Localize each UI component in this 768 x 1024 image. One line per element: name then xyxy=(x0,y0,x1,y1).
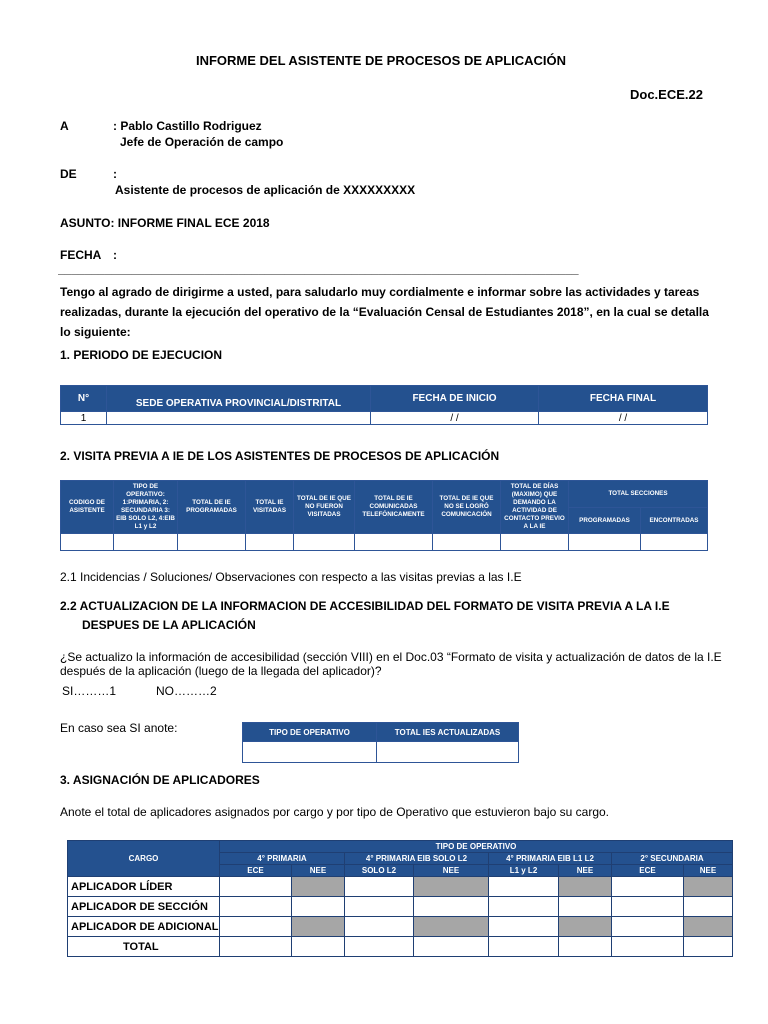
sub-nee: NEE xyxy=(292,865,345,877)
input-cell[interactable] xyxy=(243,742,377,763)
sub-solo-l2: SOLO L2 xyxy=(345,865,414,877)
col-ie-no-contact: TOTAL DE IE QUE NO SE LOGRÓ COMUNICACIÓN xyxy=(433,481,501,534)
date-label: FECHA xyxy=(60,248,102,262)
input-cell[interactable] xyxy=(641,534,708,551)
table-row xyxy=(61,534,708,551)
input-cell[interactable] xyxy=(292,937,345,957)
col-operative-type: TIPO DE OPERATIVO xyxy=(243,723,377,742)
group-eib-l1-l2: 4° PRIMARIA EIB L1 L2 xyxy=(489,853,612,865)
section1-heading: 1. PERIODO DE EJECUCION xyxy=(60,348,223,362)
sede-cell[interactable] xyxy=(107,412,371,425)
section22-heading-line2: DESPUES DE LA APLICACIÓN xyxy=(82,618,256,632)
to-label: A xyxy=(60,119,69,133)
note-if-yes: En caso sea SI anote: xyxy=(60,721,178,735)
col-operative-type: TIPO DE OPERATIVO: 1:PRIMARIA, 2: SECUNDARIA 3: EIB SOLO L2, 4:EIB L1 y L2 xyxy=(114,481,178,534)
disabled-cell xyxy=(292,877,345,897)
table-row xyxy=(68,897,733,917)
input-cell[interactable] xyxy=(220,897,292,917)
from-value: Asistente de procesos de aplicación de XXXXXXXXX xyxy=(115,183,416,197)
input-cell[interactable] xyxy=(355,534,433,551)
section2-heading: 2. VISITA PREVIA A IE DE LOS ASISTENTES DE PROCESOS DE APLICACIÓN xyxy=(60,449,500,463)
input-cell[interactable] xyxy=(501,534,569,551)
sub-nee: NEE xyxy=(684,865,733,877)
sub-ece: ECE xyxy=(220,865,292,877)
input-cell[interactable] xyxy=(559,897,612,917)
col-cargo: CARGO xyxy=(68,841,220,877)
accessibility-update-table xyxy=(242,722,519,763)
input-cell[interactable] xyxy=(612,937,684,957)
input-cell[interactable] xyxy=(345,937,414,957)
question-line1: ¿Se actualizo la información de accesibilidad (sección VIII) en el Doc.03 “Formato de visita y actualización de datos de la I.E xyxy=(60,650,722,664)
option-si[interactable]: SI………1 xyxy=(62,684,117,698)
input-cell[interactable] xyxy=(61,534,114,551)
col-assistant-code: CODIGO DE ASISTENTE xyxy=(61,481,114,534)
document-code: Doc.ECE.22 xyxy=(630,87,703,102)
col-total-sections: TOTAL SECCIONES xyxy=(569,481,708,508)
separator-rule: ______________________________________________________________________________ xyxy=(58,262,579,276)
group-primaria: 4° PRIMARIA xyxy=(220,853,345,865)
disabled-cell xyxy=(414,917,489,937)
option-no[interactable]: NO………2 xyxy=(156,684,217,698)
from-label: DE xyxy=(60,167,77,181)
group-secundaria: 2° SECUNDARIA xyxy=(612,853,733,865)
group-eib-solo-l2: 4° PRIMARIA EIB SOLO L2 xyxy=(345,853,489,865)
col-sections-found: ENCONTRADAS xyxy=(641,508,708,534)
input-cell[interactable] xyxy=(489,917,559,937)
disabled-cell xyxy=(684,917,733,937)
table-row xyxy=(68,937,733,957)
input-cell[interactable] xyxy=(220,937,292,957)
row-label-section: APLICADOR DE SECCIÓN xyxy=(68,897,220,917)
question-line2: después de la aplicación (luego de la llegada del aplicador)? xyxy=(60,664,382,678)
input-cell[interactable] xyxy=(433,534,501,551)
to-role: Jefe de Operación de campo xyxy=(120,135,284,149)
table-row xyxy=(68,917,733,937)
disabled-cell xyxy=(292,917,345,937)
to-name: : Pablo Castillo Rodriguez xyxy=(113,119,262,133)
input-cell[interactable] xyxy=(114,534,178,551)
start-date-cell[interactable]: / / xyxy=(371,412,539,425)
input-cell[interactable] xyxy=(345,917,414,937)
input-cell[interactable] xyxy=(377,742,519,763)
col-ie-not-visited: TOTAL DE IE QUE NO FUERON VISITADAS xyxy=(294,481,355,534)
col-ie-phoned: TOTAL DE IE COMUNICADAS TELEFÓNICAMENTE xyxy=(355,481,433,534)
end-date-cell[interactable]: / / xyxy=(539,412,708,425)
input-cell[interactable] xyxy=(178,534,246,551)
col-sede: SEDE OPERATIVA PROVINCIAL/DISTRITAL xyxy=(107,386,371,412)
col-operative-type: TIPO DE OPERATIVO xyxy=(220,841,733,853)
date-colon: : xyxy=(113,248,117,262)
section21-heading: 2.1 Incidencias / Soluciones/ Observaciones con respecto a las visitas previas a las I.E xyxy=(60,570,522,584)
disabled-cell xyxy=(559,917,612,937)
col-ies-updated: TOTAL IES ACTUALIZADAS xyxy=(377,723,519,742)
applicators-table xyxy=(67,840,733,957)
subject: ASUNTO: INFORME FINAL ECE 2018 xyxy=(60,216,270,230)
intro-paragraph: Tengo al agrado de dirigirme a usted, para saludarlo muy cordialmente e informar sobre las actividades y tareas realizadas, durante la ejecución del operativo de la “Evaluación Censal de Estudiantes 2018”, en la cual se detalla lo siguiente: xyxy=(60,285,709,339)
execution-period-table xyxy=(60,385,708,425)
sub-nee: NEE xyxy=(559,865,612,877)
row-label-total: TOTAL xyxy=(68,937,220,957)
row-label-additional: APLICADOR DE ADICIONAL xyxy=(68,917,220,937)
input-cell[interactable] xyxy=(684,897,733,917)
input-cell[interactable] xyxy=(612,917,684,937)
row-label-leader: APLICADOR LÍDER xyxy=(68,877,220,897)
disabled-cell xyxy=(559,877,612,897)
sub-l1-l2: L1 y L2 xyxy=(489,865,559,877)
input-cell[interactable] xyxy=(612,897,684,917)
disabled-cell xyxy=(414,877,489,897)
section3-heading: 3. ASIGNACIÓN DE APLICADORES xyxy=(60,773,260,787)
input-cell[interactable] xyxy=(489,937,559,957)
col-sections-programmed: PROGRAMADAS xyxy=(569,508,641,534)
document-title: INFORME DEL ASISTENTE DE PROCESOS DE APLICACIÓN xyxy=(195,53,567,68)
input-cell[interactable] xyxy=(345,877,414,897)
disabled-cell xyxy=(684,877,733,897)
input-cell[interactable] xyxy=(246,534,294,551)
sub-ece: ECE xyxy=(612,865,684,877)
input-cell[interactable] xyxy=(220,877,292,897)
col-end-date: FECHA FINAL xyxy=(539,386,708,412)
input-cell[interactable] xyxy=(294,534,355,551)
input-cell[interactable] xyxy=(569,534,641,551)
table-row xyxy=(68,877,733,897)
col-number: N° xyxy=(61,386,107,412)
row-number: 1 xyxy=(61,412,107,425)
input-cell[interactable] xyxy=(489,897,559,917)
sub-nee: NEE xyxy=(414,865,489,877)
input-cell[interactable] xyxy=(220,917,292,937)
input-cell[interactable] xyxy=(414,897,489,917)
previous-visit-table xyxy=(60,480,708,551)
input-cell[interactable] xyxy=(292,897,345,917)
input-cell[interactable] xyxy=(612,877,684,897)
input-cell[interactable] xyxy=(684,937,733,957)
section22-heading-line1: 2.2 ACTUALIZACION DE LA INFORMACION DE ACCESIBILIDAD DEL FORMATO DE VISITA PREVIA A LA I.E xyxy=(60,599,670,613)
col-ie-visited: TOTAL IE VISITADAS xyxy=(246,481,294,534)
col-max-days: TOTAL DE DÍAS (MAXIMO) QUE DEMANDO LA ACTIVIDAD DE CONTACTO PREVIO A LA IE xyxy=(501,481,569,534)
from-colon: : xyxy=(113,167,117,181)
input-cell[interactable] xyxy=(559,937,612,957)
input-cell[interactable] xyxy=(345,897,414,917)
input-cell[interactable] xyxy=(414,937,489,957)
col-start-date: FECHA DE INICIO xyxy=(371,386,539,412)
col-ie-programmed: TOTAL DE IE PROGRAMADAS xyxy=(178,481,246,534)
section3-instructions: Anote el total de aplicadores asignados por cargo y por tipo de Operativo que estuvieron bajo su cargo. xyxy=(60,805,610,819)
input-cell[interactable] xyxy=(489,877,559,897)
